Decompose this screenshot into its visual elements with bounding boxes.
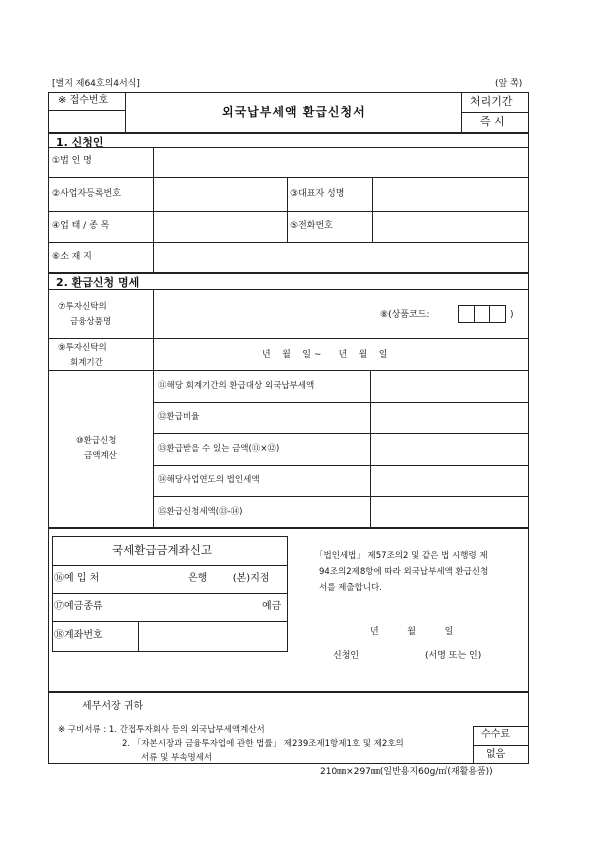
processing-period-label: 처리기간 [470, 95, 513, 108]
phone-label: ⑤전화번호 [290, 221, 333, 231]
addressee: 세무서장 귀하 [82, 701, 144, 712]
row12-label: ⑫환급비율 [158, 412, 200, 422]
row15-label: ⑮환급신청세액(⑬-⑭) [158, 507, 243, 517]
bank-label: ⑯예 입 처 [54, 573, 100, 584]
receipt-number-label: ※ 접수번호 [58, 95, 109, 106]
required-docs-item2-line1: 2. 「자본시장과 금융투자업에 관한 법률」 제239조제1항제1호 및 제2호의 [122, 739, 404, 749]
section1-heading: 1. 신청인 [56, 136, 104, 149]
biz-reg-no-label: ②사업자등록번호 [52, 189, 121, 199]
row14-label: ⑭해당사업연도의 법인세액 [158, 475, 260, 485]
fund-name-field[interactable] [154, 290, 374, 337]
form-number: [별지 제64호의4서식] [52, 79, 140, 89]
paper-spec: 210㎜×297㎜(일반용지60g/㎡(재활용품)) [320, 767, 493, 777]
declaration-line3: 서를 제출합니다. [319, 583, 382, 593]
row11-label: ⑪해당 회계기간의 환급대상 외국납부세액 [158, 381, 315, 391]
phone-field[interactable] [373, 212, 528, 241]
declaration-date[interactable]: 년 월 일 [370, 627, 454, 637]
declaration-line2: 94조의2제8항에 따라 외국납부세액 환급신청 [319, 567, 489, 577]
biz-type-label: ④업 태 / 종 목 [52, 221, 110, 231]
deposit-type-label: ⑰예금종류 [54, 601, 103, 612]
corp-name-field[interactable] [154, 148, 528, 176]
account-number-field[interactable] [139, 622, 287, 651]
row15-field[interactable] [371, 497, 528, 526]
fiscal-period-value[interactable]: 년 월 일 ~ 년 월 일 [262, 350, 388, 360]
rep-name-label: ③대표자 성명 [290, 189, 345, 199]
row14-field[interactable] [371, 466, 528, 495]
address-label: ⑥소 재 지 [52, 252, 92, 262]
row13-label: ⑬환급받을 수 있는 금액(⑪×⑫) [158, 444, 280, 454]
product-code-boxes[interactable] [458, 305, 506, 323]
bank-unit-label: 은행 (본)지점 [188, 573, 270, 584]
row13-field[interactable] [371, 434, 528, 464]
declaration-line1: 「법인세법」 제57조의2 및 같은 법 시행령 제 [315, 551, 488, 561]
applicant-label: 신청인 [333, 651, 360, 661]
refund-account-title: 국세환급금계좌신고 [112, 543, 212, 557]
processing-period-value: 즉 시 [480, 115, 505, 128]
fund-name-label-line2: 금융상품명 [70, 317, 112, 327]
address-field[interactable] [154, 243, 528, 272]
required-docs-item1: ※ 구비서류 : 1. 간접투자회사 등의 외국납부세액계산서 [58, 725, 265, 735]
deposit-type-field[interactable] [110, 594, 260, 620]
fee-value: 없음 [486, 749, 506, 760]
rep-name-field[interactable] [373, 178, 528, 210]
fee-label: 수수료 [481, 729, 510, 740]
row11-field[interactable] [371, 371, 528, 401]
fiscal-period-label-line2: 회계기간 [70, 358, 103, 368]
bank-field[interactable] [110, 566, 185, 592]
biz-reg-no-field[interactable] [154, 178, 286, 210]
fiscal-period-label-line1: ⑨투자신탁의 [58, 343, 107, 353]
biz-type-field[interactable] [154, 212, 286, 241]
required-docs-item2-line2: 서류 및 부속명세서 [141, 753, 213, 763]
deposit-type-unit: 예금 [262, 601, 282, 612]
account-number-label: ⑱계좌번호 [54, 630, 103, 641]
fund-name-label-line1: ⑦투자신탁의 [58, 302, 107, 312]
row12-field[interactable] [371, 403, 528, 432]
refund-calc-label-line1: ⑩환급신청 [76, 436, 117, 446]
corp-name-label: ①법 인 명 [52, 156, 92, 166]
signature-label: (서명 또는 인) [425, 651, 482, 661]
product-code-close: ) [510, 310, 514, 320]
form-title: 외국납부세액 환급신청서 [222, 105, 366, 119]
product-code-label: ⑧(상품코드: [380, 310, 430, 320]
section2-heading: 2. 환급신청 명세 [56, 276, 140, 289]
page-side-label: (앞 쪽) [495, 79, 523, 89]
refund-calc-label-line2: 금액계산 [84, 451, 117, 461]
